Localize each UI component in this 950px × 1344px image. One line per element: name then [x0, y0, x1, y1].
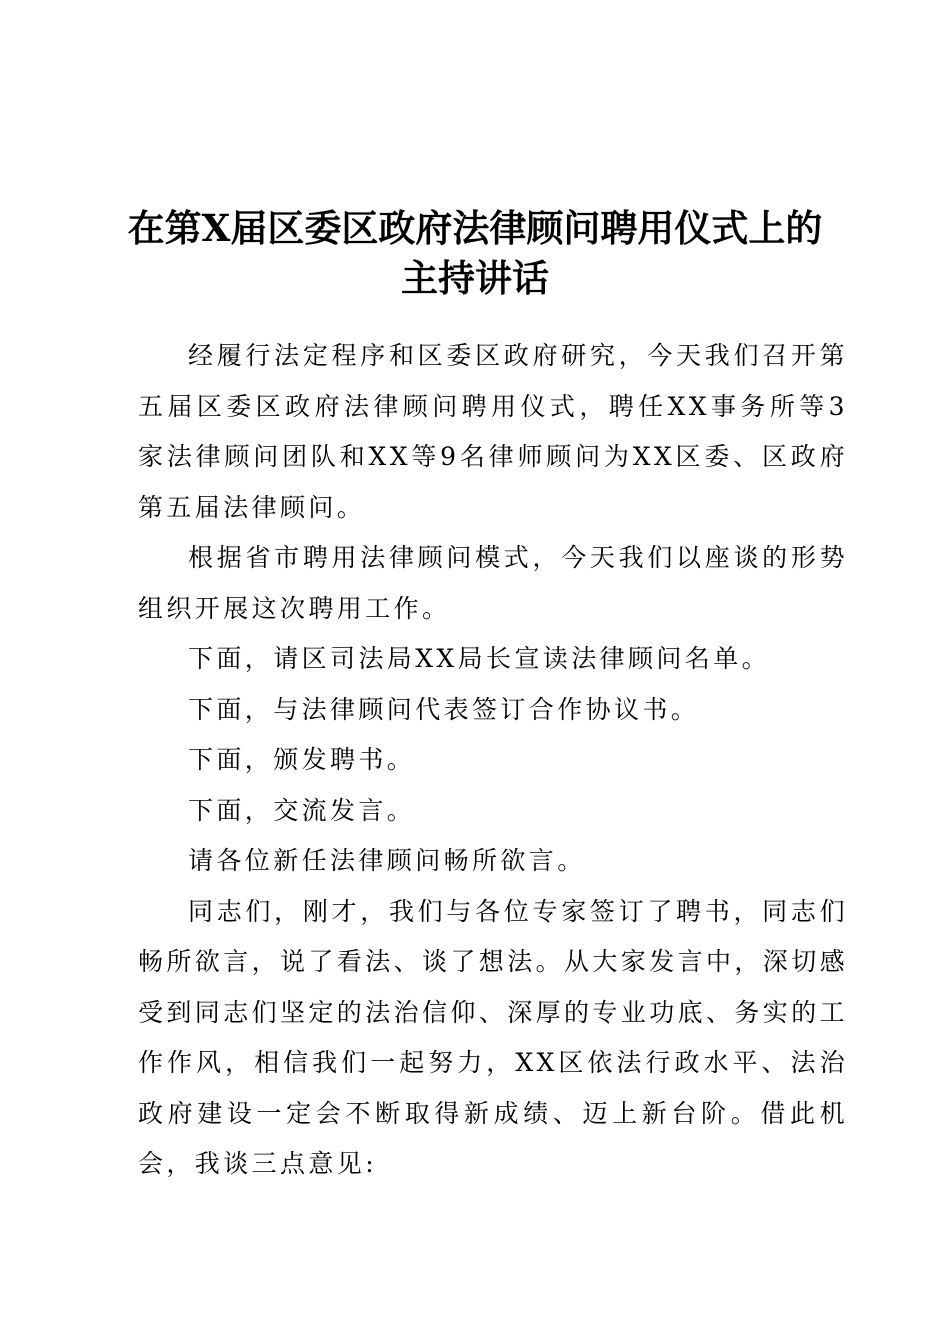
document-title-line-2: 主持讲话 [401, 256, 549, 300]
document-body [138, 331, 848, 1190]
paragraph-invite-speech: 请各位新任法律顾问畅所欲言。 [188, 846, 586, 875]
document-title-line-1: 在第X届区委区政府法律顾问聘用仪式上的 [127, 206, 823, 250]
paragraph-closing: 同志们，刚才，我们与各位专家签订了聘书，同志们畅所欲言，说了看法、谈了想法。从大家发言中，深切感受到同志们坚定的法治信仰、深厚的专业功底、务实的工作作风，相信我们一起努力，XX区依法行政水平、法治政府建设一定会不断取得新成绩、迈上新台阶。借此机会，我谈三点意见: [138, 896, 849, 1178]
paragraph-agenda-sign: 下面，与法律顾问代表签订合作协议书。 [188, 694, 700, 724]
paragraph-agenda-discussion: 下面，交流发言。 [188, 795, 416, 825]
paragraph-agenda-list: 下面，请区司法局XX局长宣读法律顾问名单。 [188, 644, 770, 673]
paragraph-agenda-certificates: 下面，颁发聘书。 [188, 745, 416, 774]
paragraph-intro: 经履行法定程序和区委区政府研究，今天我们召开第五届区委区政府法律顾问聘用仪式，聘任XX事务所等3家法律顾问团队和XX等9名律师顾问为XX区委、区政府第五届法律顾问。 [138, 341, 848, 522]
paragraph-format: 根据省市聘用法律顾问模式，今天我们以座谈的形势组织开展这次聘用工作。 [138, 543, 848, 623]
